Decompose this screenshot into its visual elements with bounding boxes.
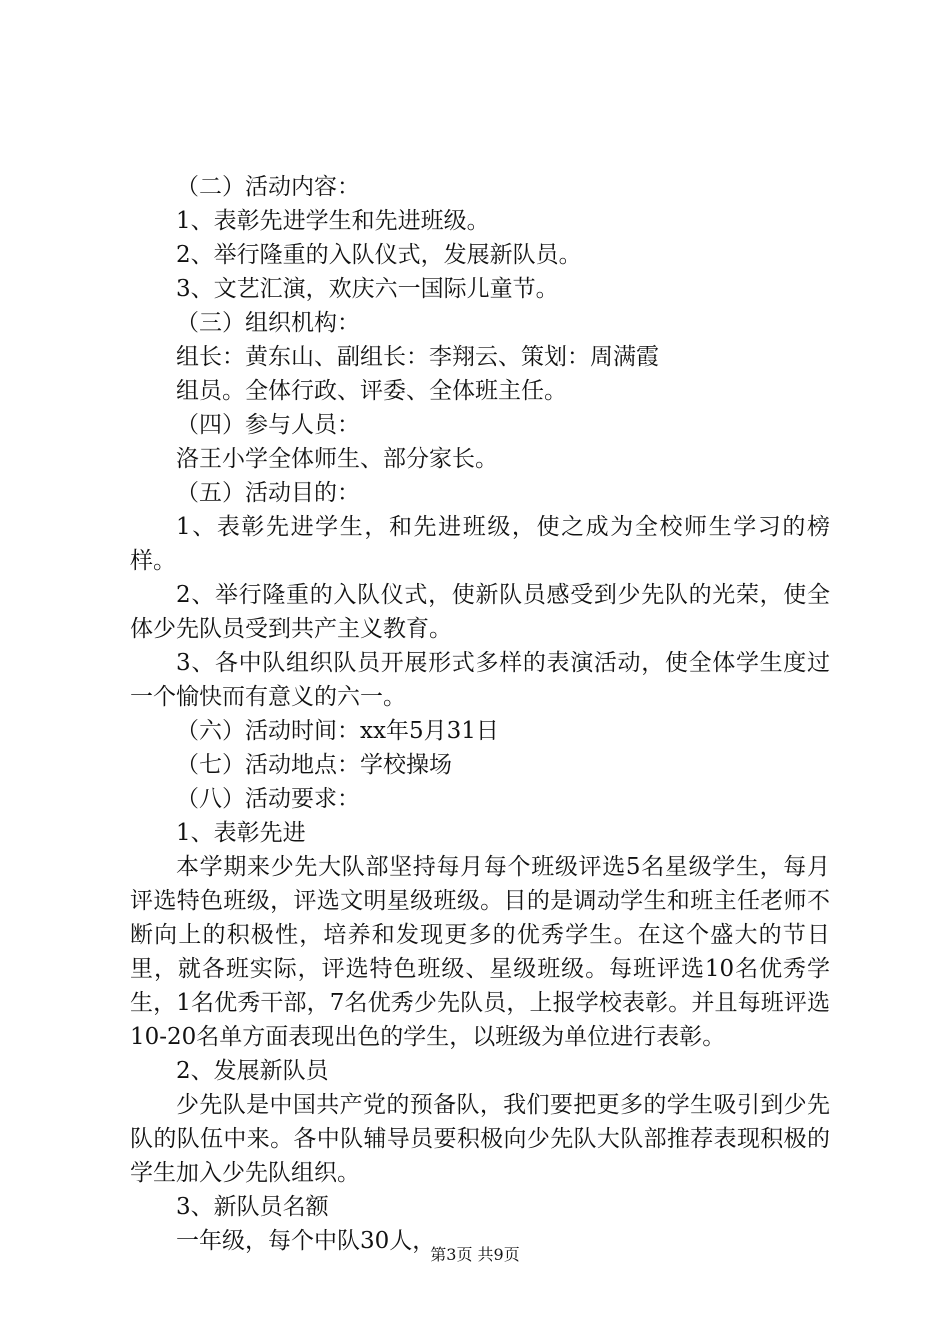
requirement-2-text: 少先队是中国共产党的预备队，我们要把更多的学生吸引到少先队的队伍中来。各中队辅导员要积极向少先队大队部推荐表现积极的学生加入少先队组织。 bbox=[130, 1092, 830, 1186]
organization-leaders: 组长：黄东山、副组长：李翔云、策划：周满霞 bbox=[176, 344, 659, 370]
content-item-3: 3、文艺汇演，欢庆六一国际儿童节。 bbox=[176, 276, 559, 302]
document-body bbox=[130, 170, 830, 1258]
content-item-1: 1、表彰先进学生和先进班级。 bbox=[176, 208, 490, 234]
section-heading-purpose: （五）活动目的： bbox=[176, 480, 360, 506]
requirement-3-heading: 3、新队员名额 bbox=[176, 1194, 329, 1220]
section-heading-content: （二）活动内容： bbox=[176, 174, 360, 200]
purpose-paragraph-3: 3、各中队组织队员开展形式多样的表演活动，使全体学生度过一个愉快而有意义的六一。 bbox=[130, 650, 830, 710]
participants-text: 洛王小学全体师生、部分家长。 bbox=[176, 446, 498, 472]
section-heading-requirements: （八）活动要求： bbox=[176, 786, 360, 812]
requirement-1-text: 本学期来少先大队部坚持每月每个班级评选5名星级学生，每月评选特色班级，评选文明星级班级。目的是调动学生和班主任老师不断向上的积极性，培养和发现更多的优秀学生。在这个盛大的节日里，就各班实际，评选特色班级、星级班级。每班评选10名优秀学生，1名优秀干部，7名优秀少先队员，上报学校表彰。并且每班评选10-20名单方面表现出色的学生，以班级为单位进行表彰。 bbox=[130, 854, 830, 1050]
requirement-3-text: 一年级，每个中队30人， bbox=[176, 1228, 436, 1254]
content-item-2: 2、举行隆重的入队仪式，发展新队员。 bbox=[176, 242, 582, 268]
page-footer: 第3页 共9页 bbox=[430, 1245, 520, 1264]
organization-members: 组员。全体行政、评委、全体班主任。 bbox=[176, 378, 567, 404]
section-heading-place: （七）活动地点：学校操场 bbox=[176, 752, 452, 778]
section-heading-participants: （四）参与人员： bbox=[176, 412, 360, 438]
section-heading-time: （六）活动时间：xx年5月31日 bbox=[176, 718, 499, 744]
requirement-2-heading: 2、发展新队员 bbox=[176, 1058, 329, 1084]
purpose-paragraph-2: 2、举行隆重的入队仪式，使新队员感受到少先队的光荣，使全体少先队员受到共产主义教育。 bbox=[130, 582, 830, 642]
requirement-1-heading: 1、表彰先进 bbox=[176, 820, 306, 846]
section-heading-organization: （三）组织机构： bbox=[176, 310, 360, 336]
purpose-paragraph-1: 1、表彰先进学生，和先进班级，使之成为全校师生学习的榜样。 bbox=[130, 514, 830, 574]
